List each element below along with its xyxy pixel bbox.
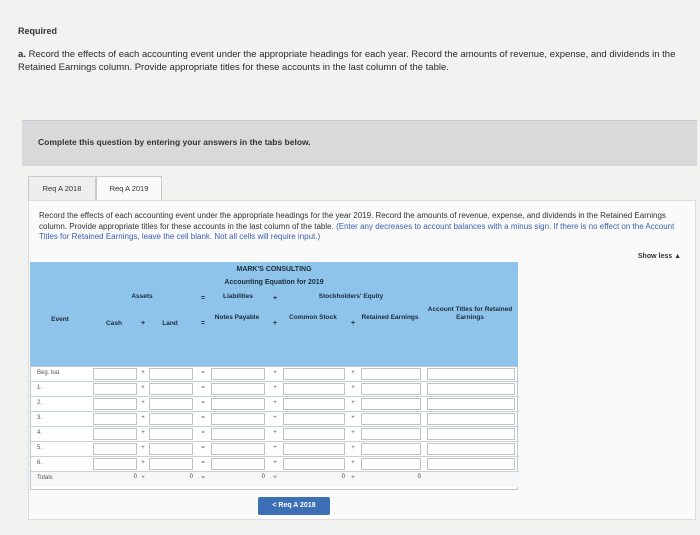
band-text: Complete this question by entering your answers in the tabs below.: [38, 137, 311, 147]
account-title-input[interactable]: [427, 428, 515, 440]
retained-earnings-input[interactable]: [361, 428, 421, 440]
accounting-equation-table: [30, 262, 518, 490]
cash-input[interactable]: [93, 458, 137, 470]
equity-header: Stockholders' Equity: [318, 293, 384, 300]
account-title-input[interactable]: [427, 443, 515, 455]
notes-payable-total: 0: [261, 474, 265, 480]
table-row: [31, 457, 519, 472]
row-label: 4.: [37, 430, 43, 436]
plus-sign: +: [141, 475, 145, 481]
cash-input[interactable]: [93, 368, 137, 380]
notes-payable-input[interactable]: [211, 383, 265, 395]
land-input[interactable]: [149, 383, 193, 395]
common-stock-input[interactable]: [283, 428, 345, 440]
table-header: [30, 262, 518, 366]
plus-sign: +: [351, 385, 355, 391]
table-title: Accounting Equation for 2019: [224, 279, 324, 286]
row-label: 6.: [37, 460, 43, 466]
plus-sign: +: [351, 445, 355, 451]
common-stock-input[interactable]: [283, 443, 345, 455]
table-row: [31, 382, 519, 397]
common-stock-total: 0: [341, 474, 345, 480]
cash-total: 0: [133, 474, 137, 480]
equals-sign: =: [201, 415, 205, 421]
retained-earnings-input[interactable]: [361, 368, 421, 380]
plus-sign: +: [351, 370, 355, 376]
land-input[interactable]: [149, 368, 193, 380]
equals-sign: =: [201, 460, 205, 466]
retained-earnings-header: Retained Earnings: [361, 314, 419, 321]
land-input[interactable]: [149, 443, 193, 455]
notes-payable-header: Notes Payable: [214, 314, 260, 321]
equals-sign: =: [201, 445, 205, 451]
plus-sign: +: [141, 430, 145, 436]
common-stock-input[interactable]: [283, 368, 345, 380]
account-title-input[interactable]: [427, 398, 515, 410]
equals-sign: =: [201, 370, 205, 376]
plus-sign: +: [140, 320, 146, 327]
account-title-input[interactable]: [427, 368, 515, 380]
plus-sign: +: [273, 385, 277, 391]
retained-earnings-input[interactable]: [361, 458, 421, 470]
retained-earnings-total: 0: [417, 474, 421, 480]
common-stock-input[interactable]: [283, 383, 345, 395]
plus-sign: +: [141, 460, 145, 466]
cash-input[interactable]: [93, 443, 137, 455]
plus-sign: +: [273, 475, 277, 481]
liabilities-header: Liabilities: [223, 293, 253, 300]
land-input[interactable]: [149, 398, 193, 410]
plus-sign: +: [351, 400, 355, 406]
panel-instructions: [39, 211, 679, 243]
table-body: [30, 366, 518, 490]
plus-sign: +: [141, 445, 145, 451]
required-heading: Required: [18, 26, 58, 36]
plus-sign: +: [351, 460, 355, 466]
plus-sign: +: [351, 415, 355, 421]
land-input[interactable]: [149, 458, 193, 470]
instruction-text: [18, 48, 678, 74]
plus-sign: +: [273, 460, 277, 466]
company-name: MARK'S CONSULTING: [236, 266, 312, 273]
plus-sign: +: [141, 385, 145, 391]
equals-sign: =: [201, 475, 205, 481]
tab-req-a-2019[interactable]: Req A 2019: [96, 176, 162, 202]
plus-sign: +: [141, 370, 145, 376]
common-stock-input[interactable]: [283, 398, 345, 410]
notes-payable-input[interactable]: [211, 458, 265, 470]
retained-earnings-input[interactable]: [361, 413, 421, 425]
plus-sign: +: [272, 320, 278, 327]
plus-sign: +: [272, 295, 278, 302]
retained-earnings-input[interactable]: [361, 383, 421, 395]
plus-sign: +: [273, 445, 277, 451]
equals-sign: =: [201, 385, 205, 391]
tab-req-a-2018[interactable]: Req A 2018: [28, 176, 96, 202]
prev-tab-button[interactable]: < Req A 2018: [258, 497, 330, 515]
equals-sign: =: [201, 400, 205, 406]
totals-row: [31, 472, 519, 487]
cash-input[interactable]: [93, 428, 137, 440]
plus-sign: +: [273, 415, 277, 421]
row-label: 3.: [37, 415, 43, 421]
plus-sign: +: [350, 320, 356, 327]
table-row: [31, 442, 519, 457]
table-row: [31, 397, 519, 412]
plus-sign: +: [351, 475, 355, 481]
equals-sign: =: [200, 295, 206, 302]
plus-sign: +: [141, 415, 145, 421]
plus-sign: +: [351, 430, 355, 436]
cash-input[interactable]: [93, 413, 137, 425]
retained-earnings-input[interactable]: [361, 398, 421, 410]
account-title-input[interactable]: [427, 458, 515, 470]
notes-payable-input[interactable]: [211, 368, 265, 380]
event-header: Event: [51, 316, 69, 323]
common-stock-input[interactable]: [283, 458, 345, 470]
account-title-input[interactable]: [427, 383, 515, 395]
row-label: Beg. bal.: [37, 370, 61, 376]
show-less-link[interactable]: Show less ▲: [637, 253, 681, 260]
row-label: 1.: [37, 385, 43, 391]
notes-payable-input[interactable]: [211, 398, 265, 410]
instruction-letter: a.: [18, 49, 26, 60]
instruction-band: [22, 120, 697, 166]
panel-hint: (Enter any decreases to account balances with a minus sign. If there is no effect on the Account Titles for Retained Earnings, leave the cell blank. Not all cells will require input.): [39, 221, 675, 241]
row-label: 5.: [37, 445, 43, 451]
table-row: [31, 367, 519, 382]
equals-sign: =: [201, 430, 205, 436]
panel-text: Record the effects of each accounting event under the appropriate headings for the year 2019. Record the amounts of revenue, expense, and dividends in the Retained Earnings column. Provide appropriate titles for these accounts in the last column of the table.: [39, 211, 666, 231]
plus-sign: +: [273, 430, 277, 436]
land-input[interactable]: [149, 428, 193, 440]
plus-sign: +: [141, 400, 145, 406]
plus-sign: +: [273, 370, 277, 376]
notes-payable-input[interactable]: [211, 413, 265, 425]
assets-header: Assets: [131, 293, 153, 300]
retained-earnings-input[interactable]: [361, 443, 421, 455]
notes-payable-input[interactable]: [211, 428, 265, 440]
account-titles-header: Account Titles for Retained Earnings: [427, 306, 513, 321]
table-row: [31, 412, 519, 427]
land-input[interactable]: [149, 413, 193, 425]
plus-sign: +: [273, 400, 277, 406]
cash-input[interactable]: [93, 383, 137, 395]
row-label: 2.: [37, 400, 43, 406]
common-stock-input[interactable]: [283, 413, 345, 425]
notes-payable-input[interactable]: [211, 443, 265, 455]
instruction-body: Record the effects of each accounting event under the appropriate headings for each year. Record the amounts of revenue, expense, and dividends in the Retained Earnings column. Provide appropriate titles for these accounts in the last column of the table.: [18, 49, 676, 73]
cash-input[interactable]: [93, 398, 137, 410]
equals-sign: =: [200, 320, 206, 327]
row-label: Totals: [37, 475, 53, 481]
table-row: [31, 427, 519, 442]
land-header: Land: [162, 320, 178, 327]
land-total: 0: [189, 474, 193, 480]
account-title-input[interactable]: [427, 413, 515, 425]
common-stock-header: Common Stock: [289, 314, 337, 321]
cash-header: Cash: [106, 320, 122, 327]
